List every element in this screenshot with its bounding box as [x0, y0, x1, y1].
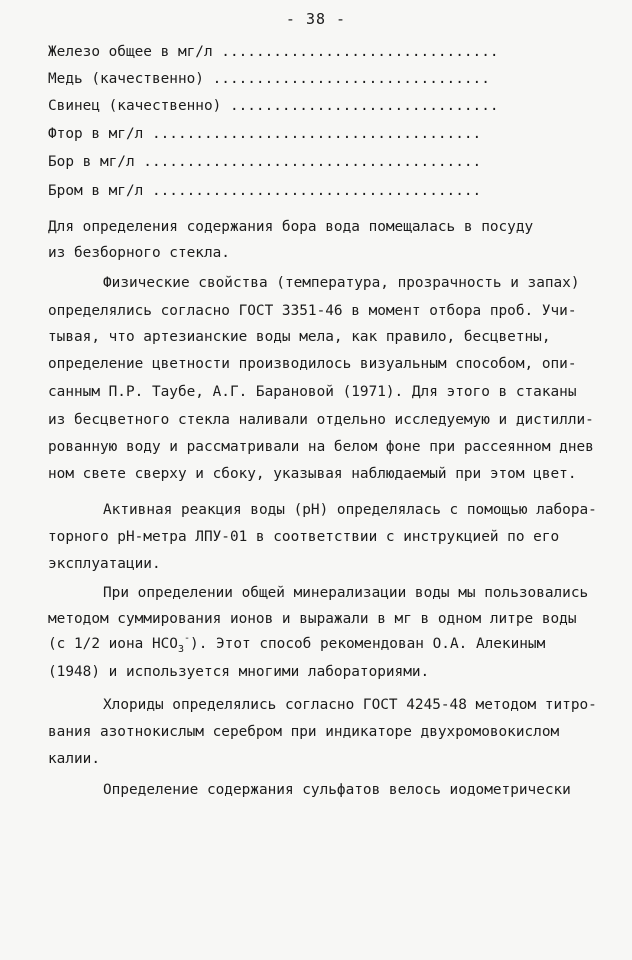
text-line: эксплуатации. [48, 556, 161, 572]
row-label: Железо общее в мг/л [48, 44, 213, 60]
text-line: ном свете сверху и сбоку, указывая наблюдаемый при этом цвет. [48, 466, 577, 482]
text-line: определялись согласно ГОСТ 3351-46 в момент отбора проб. Учи- [48, 303, 577, 319]
row-label: Медь (качественно) [48, 71, 204, 87]
row-label: Бром в мг/л [48, 183, 144, 199]
text-fragment: ). Этот способ рекомендован О.А. Алекиным [190, 636, 546, 652]
subscript-3: 3 [177, 644, 184, 655]
text-line: калии. [48, 751, 100, 767]
text-line-hco3 [48, 633, 546, 655]
row-boron [48, 154, 481, 170]
superscript-minus: - [184, 633, 191, 644]
text-line: вания азотнокислым серебром при индикаторе двухромовокислом [48, 724, 560, 740]
row-dots: ................................ [203, 71, 490, 87]
row-lead [48, 98, 499, 114]
row-dots: ................................ [212, 44, 499, 60]
text-line: (1948) и используется многими лабораториями. [48, 664, 430, 680]
row-copper [48, 71, 490, 87]
text-line: методом суммирования ионов и выражали в мг в одном литре воды [48, 611, 577, 627]
text-line: При определении общей минерализации воды мы пользовались [103, 585, 589, 601]
text-line: Активная реакция воды (pH) определялась с помощью лабора- [103, 502, 597, 518]
text-line: торного pH-метра ЛПУ-01 в соответствии с инструкцией по его [48, 529, 560, 545]
text-line: Хлориды определялись согласно ГОСТ 4245-48 методом титро- [103, 697, 597, 713]
row-label: Фтор в мг/л [48, 126, 144, 142]
text-fragment: (с 1/2 иона НСО [48, 636, 178, 652]
page-number: - 38 - [285, 10, 347, 28]
text-line: санным П.Р. Таубе, А.Г. Барановой (1971). Для этого в стаканы [48, 384, 577, 400]
text-line: Определение содержания сульфатов велось иодометрически [103, 782, 571, 798]
text-line: определение цветности производилось визуальным способом, опи- [48, 356, 577, 372]
row-dots: ............................... [221, 98, 499, 114]
text-line: рованную воду и рассматривали на белом фоне при рассеянном днев [48, 439, 594, 455]
row-dots: ...................................... [143, 126, 482, 142]
row-bromine [48, 183, 481, 199]
row-label: Бор в мг/л [48, 154, 135, 170]
text-line: из безборного стекла. [48, 245, 230, 261]
row-fluorine [48, 126, 481, 142]
text-line: из бесцветного стекла наливали отдельно исследуемую и дистилли- [48, 412, 594, 428]
row-label: Свинец (качественно) [48, 98, 222, 114]
text-line: тывая, что артезианские воды мела, как правило, бесцветны, [48, 329, 551, 345]
row-dots: ...................................... [143, 183, 482, 199]
row-iron [48, 44, 499, 60]
row-dots: ....................................... [134, 154, 482, 170]
text-line: Для определения содержания бора вода помещалась в посуду [48, 219, 534, 235]
text-line: Физические свойства (температура, прозрачность и запах) [103, 275, 580, 291]
